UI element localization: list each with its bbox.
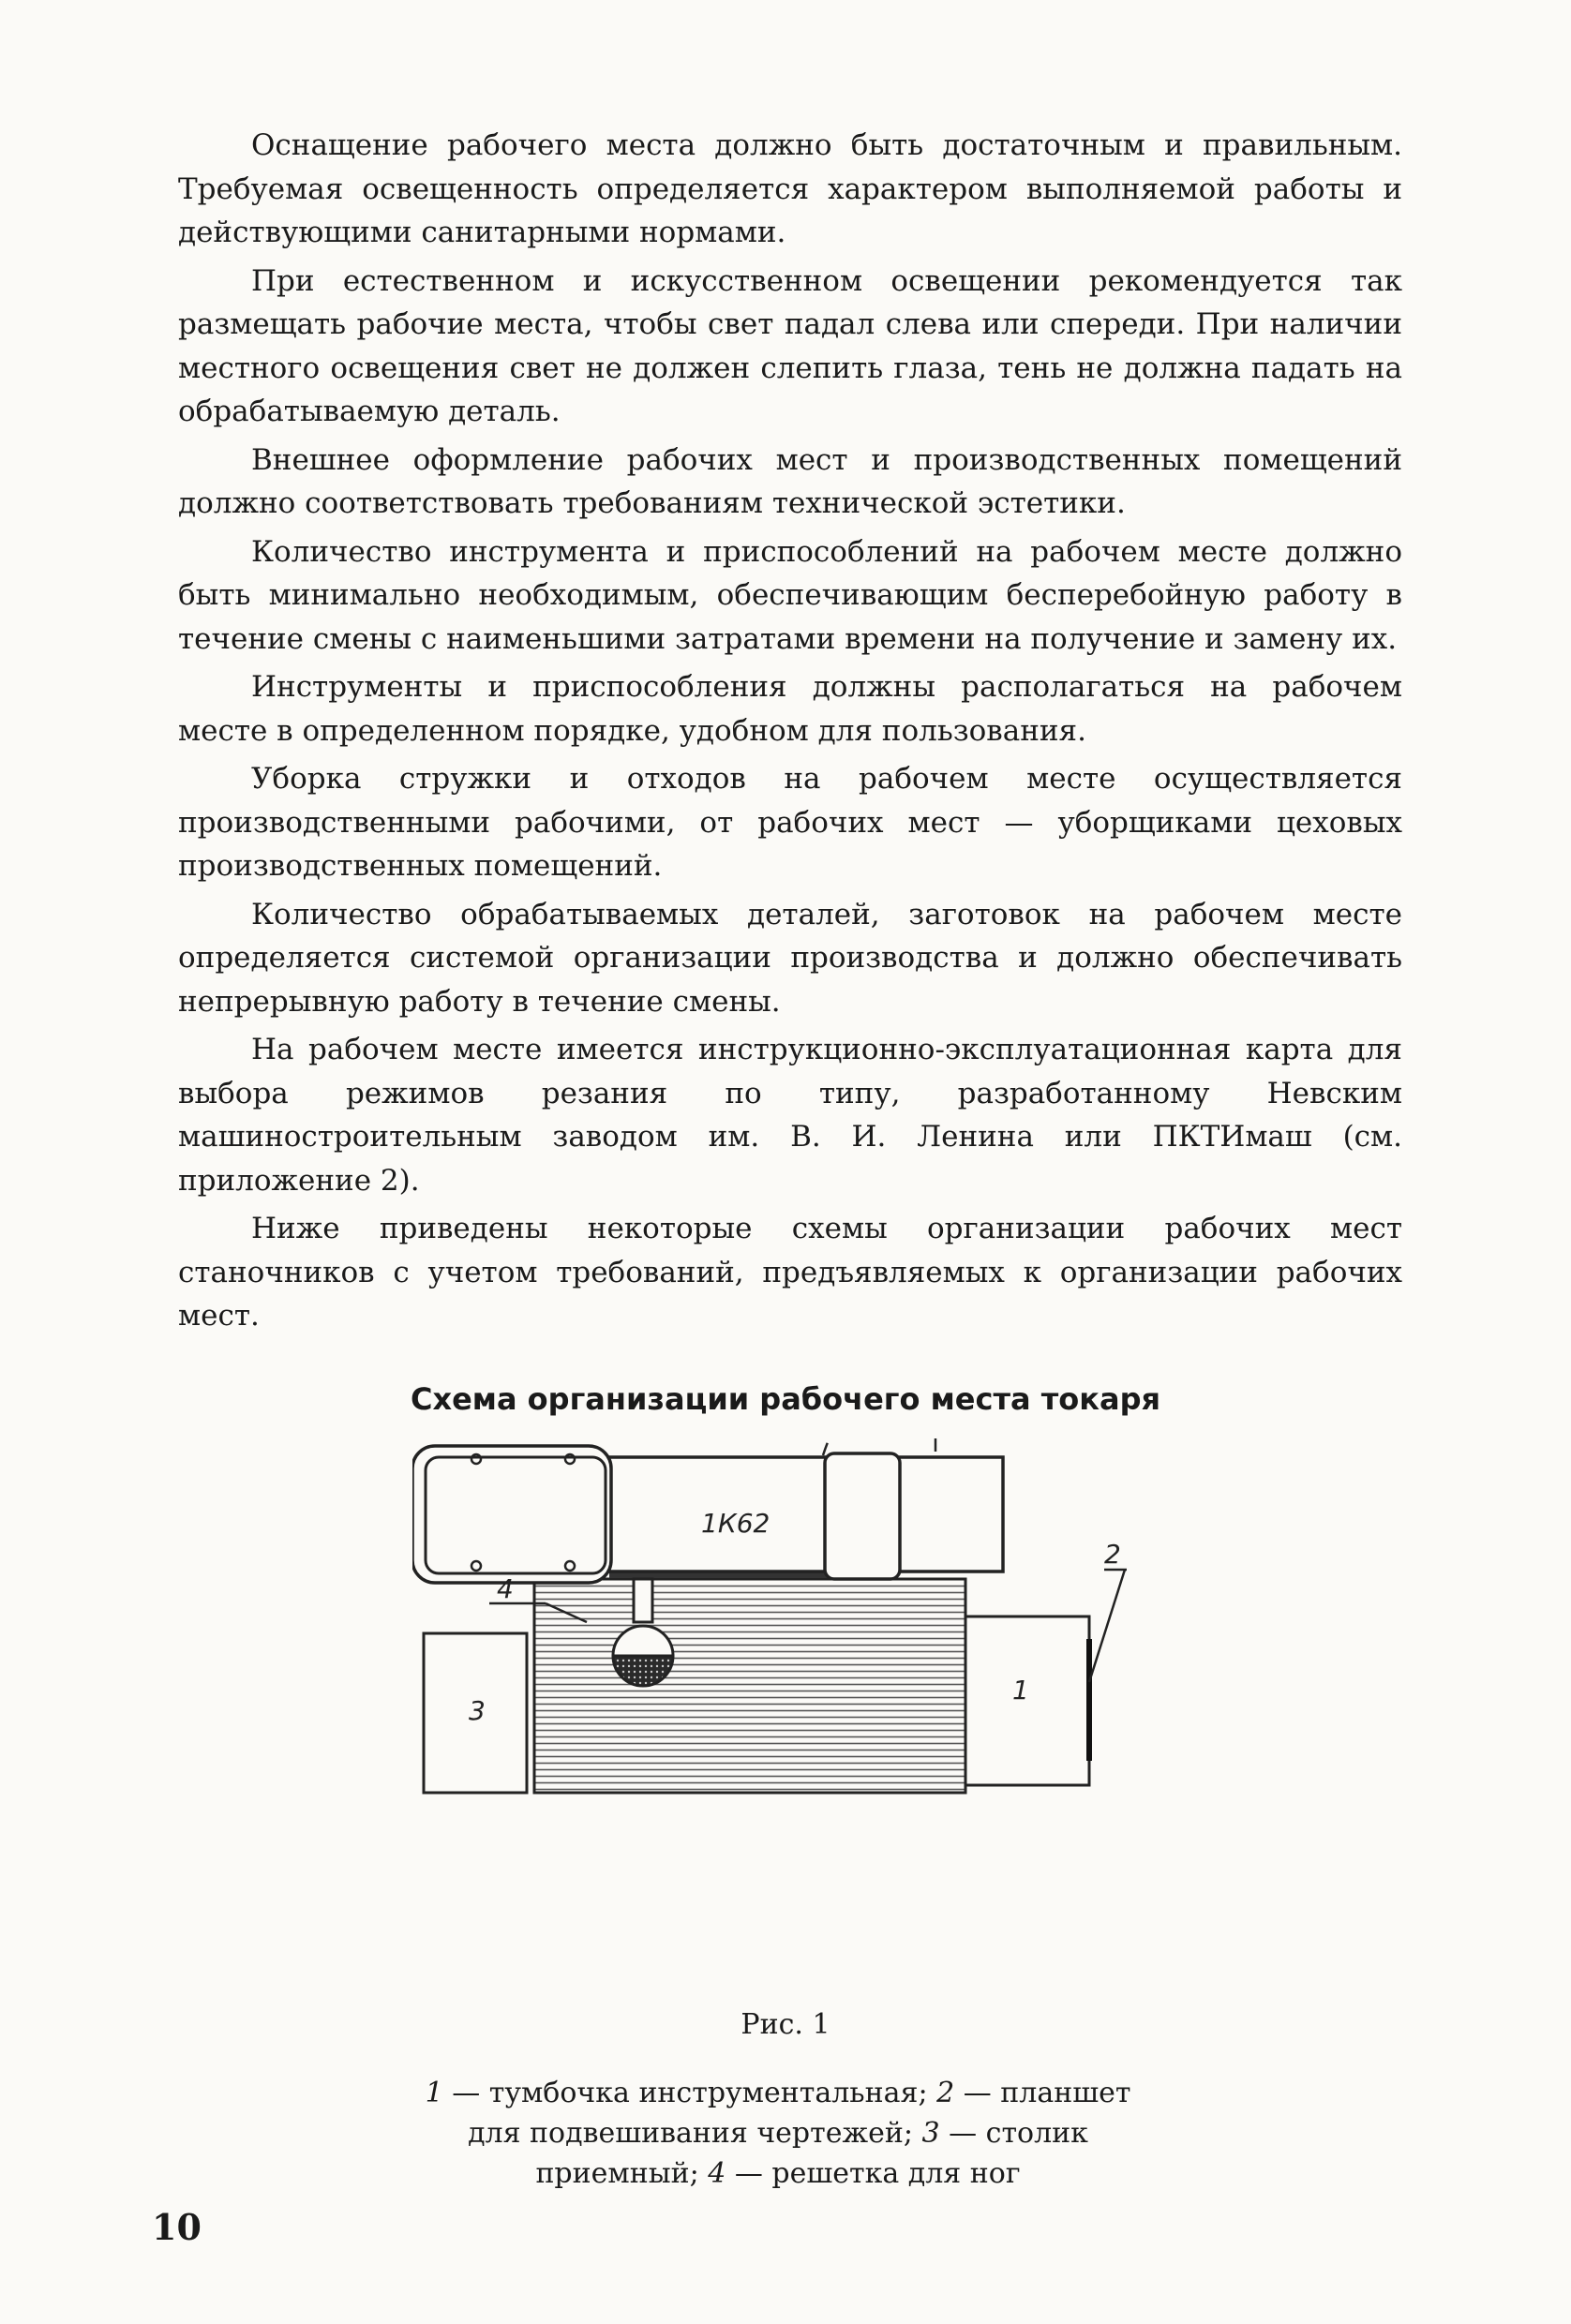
paragraph: Количество инструмента и приспособлений на рабочем месте должно быть минимально необходимым, обеспечивающим бесперебойную работу в течение смены с наименьшими затратами времени на получение и замену их. [178, 534, 1402, 656]
legend-text: — тумбочка инструментальная; [442, 2077, 937, 2109]
label-3: 3 [469, 1695, 486, 1726]
legend-text: — планшет для подвешивания чертежей; [468, 2077, 1131, 2150]
legend-num: 2 [936, 2077, 955, 2109]
legend-num: 3 [921, 2117, 940, 2150]
paragraph: Уборка стружки и отходов на рабочем месте осуществляется производственными рабочими, от рабочих мест — уборщиками цеховых производственных помещений. [178, 762, 1402, 883]
tailstock [825, 1453, 900, 1579]
page-number: 10 [152, 2206, 202, 2248]
label-1: 1 [1012, 1675, 1029, 1706]
paragraph: При естественном и искусственном освещении рекомендуется так размещать рабочие места, чтобы свет падал слева или спереди. При наличии местного освещения свет не должен слепить глаза, тень не должна падать на обрабатываемую деталь. [178, 263, 1402, 428]
legend-num: 1 [425, 2077, 443, 2109]
paragraph: Ниже приведены некоторые схемы организации рабочих мест станочников с учетом требований, предъявляемых к организации рабочих мест. [178, 1212, 1402, 1333]
machine-label: 1К62 [701, 1508, 771, 1539]
figure-title: Схема организации рабочего места токаря [410, 1381, 1161, 1417]
paragraph: Инструменты и приспособления должны располагаться на рабочем месте в определенном порядке, удобном для пользования. [178, 670, 1402, 748]
paragraph: Количество обрабатываемых деталей, заготовок на рабочем месте определяется системой организации производства и должно обеспечивать непрерывную работу в течение смены. [178, 897, 1402, 1019]
paragraph: Внешнее оформление рабочих мест и производственных помещений должно соответствовать требованиям технической эстетики. [178, 442, 1402, 520]
workplace-diagram [412, 1438, 1162, 1963]
headstock [412, 1446, 611, 1583]
figure-legend [412, 2073, 1144, 2194]
label-4: 4 [497, 1573, 514, 1604]
paragraph: На рабочем месте имеется инструкционно-эксплуатационная карта для выбора режимов резания по типу, разработанному Невским машиностроительным заводом им. В. И. Ленина или ПКТИмаш (см. приложение 2). [178, 1033, 1402, 1198]
foot-grille [534, 1579, 965, 1793]
legend-num: 4 [708, 2157, 726, 2190]
label-2: 2 [1104, 1539, 1121, 1570]
legend-text: — столик приемный; [535, 2117, 1088, 2190]
paragraph: Оснащение рабочего места должно быть достаточным и правильным. Требуемая освещенность определяется характером выполняемой работы и действующими санитарными нормами. [178, 128, 1402, 249]
figure-caption: Рис. 1 [741, 2008, 830, 2041]
legend-text: — решетка для ног [726, 2157, 1021, 2190]
body-text [178, 124, 1402, 1343]
